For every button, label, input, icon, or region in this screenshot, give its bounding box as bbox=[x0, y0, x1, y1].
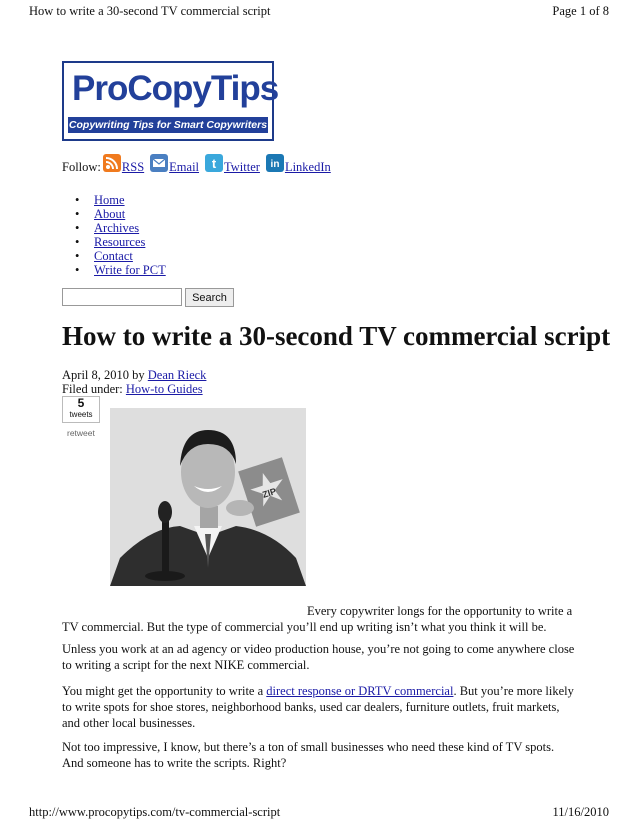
nav-link-about[interactable]: About bbox=[94, 207, 126, 221]
drtv-link[interactable]: direct response or DRTV commercial bbox=[266, 684, 454, 698]
category-link[interactable]: How-to Guides bbox=[125, 382, 203, 396]
nav-item-resources bbox=[75, 235, 166, 249]
nav-item-home bbox=[75, 193, 166, 207]
print-header-page: Page 1 of 8 bbox=[552, 4, 609, 18]
article-paragraph-1: Every copywriter longs for the opportunity to write a TV commercial. But the type of commercial you’ll end up writing isn’t what you think it will be. bbox=[62, 604, 573, 634]
photo-box-label: ZIP bbox=[261, 486, 278, 500]
filed-label: Filed under: bbox=[62, 382, 126, 396]
tweet-count-badge[interactable] bbox=[62, 396, 100, 423]
main-nav bbox=[75, 193, 166, 277]
byline-date: April 8, 2010 by bbox=[62, 368, 148, 382]
search-button[interactable]: Search bbox=[185, 288, 234, 307]
follow-link-email[interactable]: Email bbox=[169, 160, 200, 174]
article-paragraph-4: Not too impressive, I know, but there’s a ton of small businesses who need these kind of TV spots. And someone has to write the scripts. Right? bbox=[62, 740, 555, 770]
twitter-icon[interactable] bbox=[205, 154, 223, 172]
follow-link-linkedin[interactable]: LinkedIn bbox=[284, 160, 331, 174]
nav-item-write-for-pct bbox=[75, 263, 166, 277]
logo-name: ProCopyTips bbox=[72, 69, 279, 108]
nav-link-contact[interactable]: Contact bbox=[94, 249, 133, 263]
svg-text:t: t bbox=[211, 156, 217, 171]
svg-text:in: in bbox=[270, 159, 280, 170]
byline bbox=[62, 368, 206, 382]
article-paragraph-2: Unless you work at an ad agency or video production house, you’re not going to come anywhere close to writing a script for the next NIKE commercial. bbox=[62, 642, 575, 672]
nav-link-resources[interactable]: Resources bbox=[94, 235, 146, 249]
linkedin-icon[interactable] bbox=[266, 154, 284, 172]
email-icon[interactable] bbox=[150, 154, 168, 172]
filed-under bbox=[62, 382, 206, 396]
print-footer bbox=[29, 805, 609, 820]
nav-link-home[interactable]: Home bbox=[94, 193, 125, 207]
print-header bbox=[29, 4, 609, 19]
follow-link-twitter[interactable]: Twitter bbox=[224, 160, 260, 174]
nav-link-archives[interactable]: Archives bbox=[94, 221, 140, 235]
nav-item-archives bbox=[75, 221, 166, 235]
print-header-title: How to write a 30-second TV commercial script bbox=[29, 4, 271, 18]
print-footer-date: 11/16/2010 bbox=[552, 805, 609, 819]
logo-tagline: Copywriting Tips for Smart Copywriters bbox=[68, 119, 268, 131]
nav-link-write-for-pct[interactable]: Write for PCT bbox=[94, 263, 166, 277]
nav-item-contact bbox=[75, 249, 166, 263]
print-footer-url: http://www.procopytips.com/tv-commercial-script bbox=[29, 805, 281, 819]
follow-link-rss[interactable]: RSS bbox=[121, 160, 145, 174]
site-logo[interactable] bbox=[62, 61, 279, 141]
paragraph-3-start: You might get the opportunity to write a bbox=[62, 684, 267, 698]
paragraph-3-end: . But you’re more likely to write spots for shoe stores, neighborhood banks, used car dealers, furniture outlets, fruit markets, and other local businesses. bbox=[62, 684, 574, 730]
follow-label: Follow: bbox=[62, 160, 101, 174]
search-input[interactable] bbox=[62, 288, 182, 306]
tweet-count: 5 bbox=[77, 396, 85, 410]
nav-item-about bbox=[75, 207, 166, 221]
follow-bar bbox=[62, 157, 337, 175]
article-meta bbox=[62, 368, 206, 396]
author-link[interactable]: Dean Rieck bbox=[147, 368, 207, 382]
article-photo bbox=[110, 408, 306, 586]
retweet-button[interactable]: retweet bbox=[67, 428, 95, 438]
article-title: How to write a 30-second TV commercial script bbox=[62, 321, 611, 351]
article-paragraph-3 bbox=[62, 683, 576, 731]
rss-icon[interactable] bbox=[103, 154, 121, 172]
tweet-count-label: tweets bbox=[69, 410, 93, 419]
